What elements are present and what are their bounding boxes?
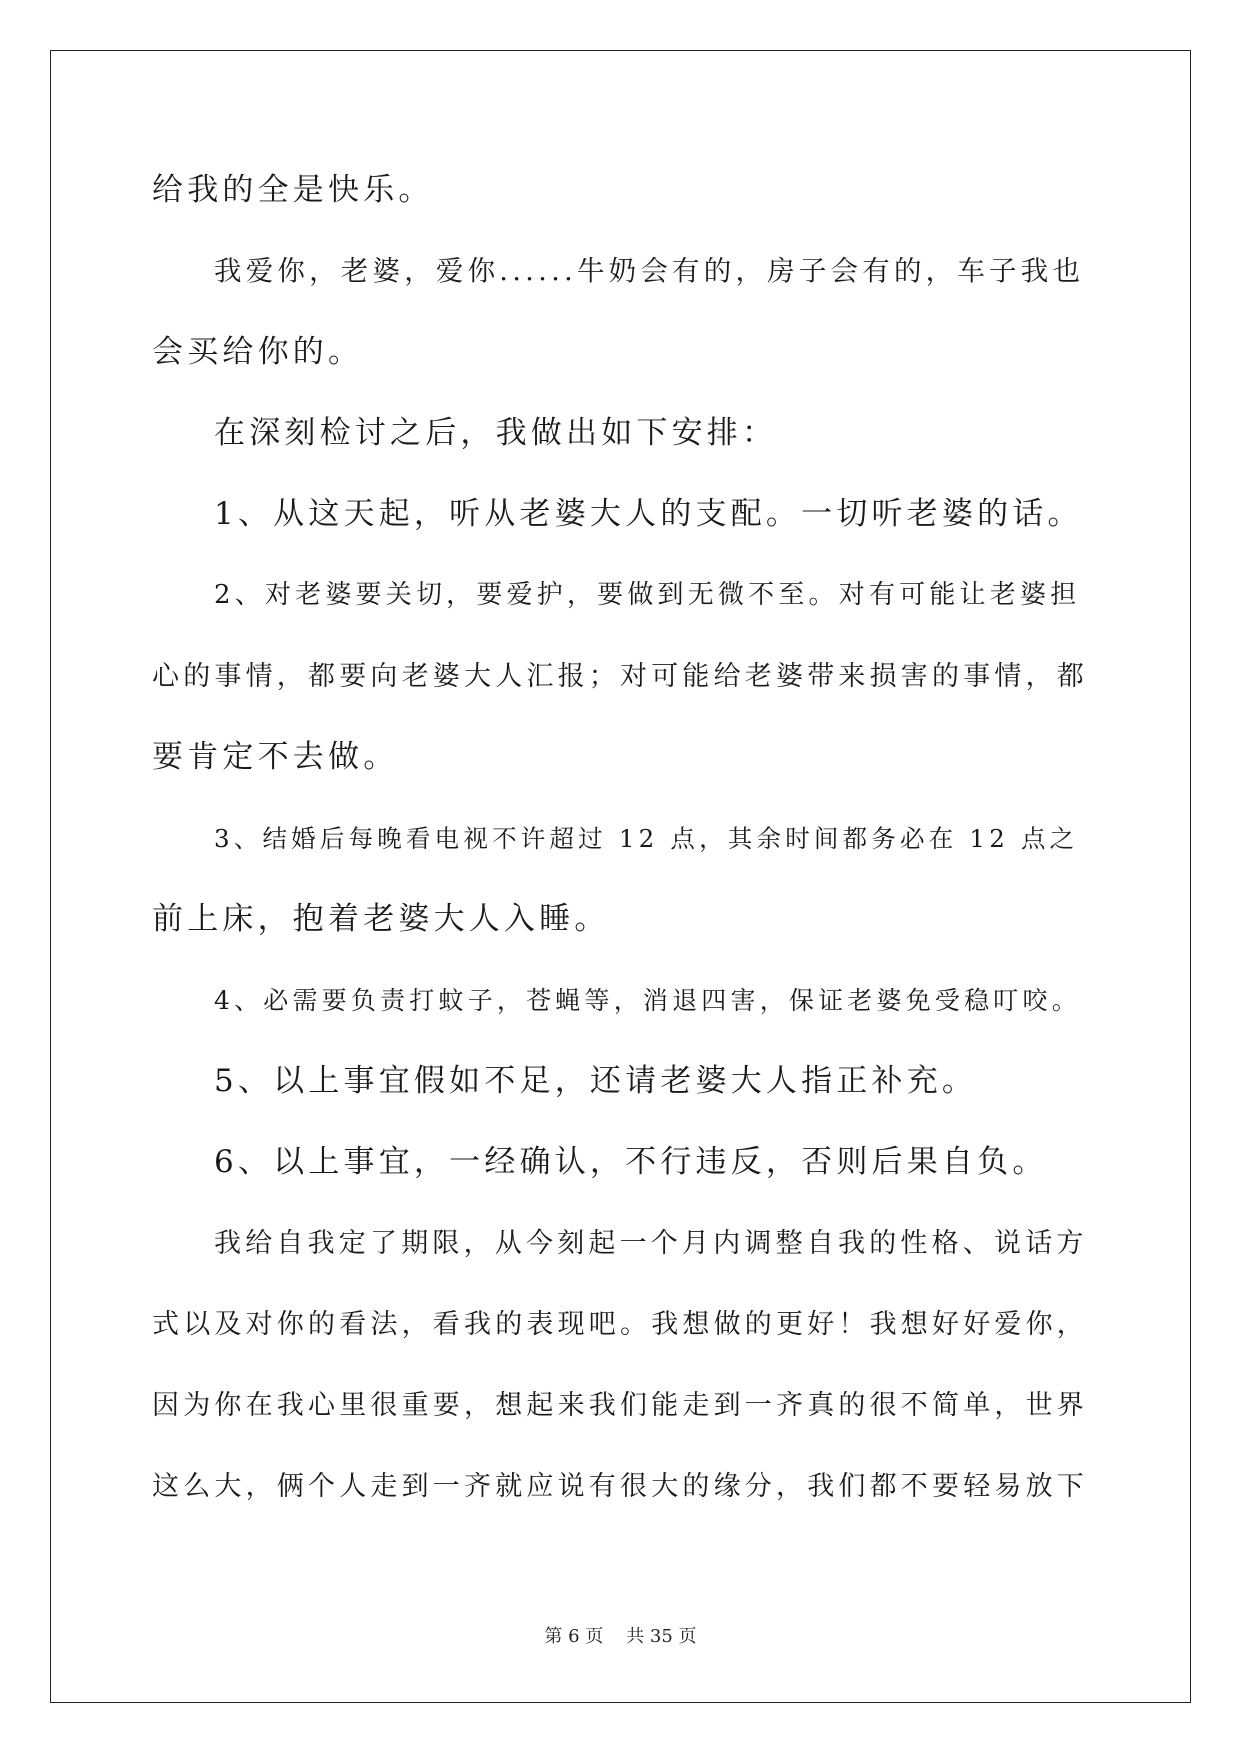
text-line: 3、结婚后每晚看电视不许超过 12 点，其余时间都务必在 12 点之: [214, 824, 1079, 853]
text-line: 我给自我定了期限，从今刻起一个月内调整自我的性格、说话方: [214, 1228, 1088, 1259]
text-line: 6、以上事宜，一经确认，不行违反，否则后果自负。: [214, 1144, 1048, 1180]
text-line: 5、以上事宜假如不足，还请老婆大人指正补充。: [214, 1063, 978, 1099]
text-line: 这么大，俩个人走到一齐就应说有很大的缘分，我们都不要轻易放下: [152, 1471, 1088, 1502]
text-line: 心的事情，都要向老婆大人汇报；对可能给老婆带来损害的事情，都: [152, 661, 1088, 692]
text-line: 给我的全是快乐。: [152, 172, 434, 208]
text-line: 式以及对你的看法，看我的表现吧。我想做的更好！我想好好爱你，: [152, 1309, 1088, 1340]
text-line: 因为你在我心里很重要，想起来我们能走到一齐真的很不简单，世界: [152, 1390, 1088, 1421]
document-body: [152, 150, 1090, 1527]
text-line: 1、从这天起，听从老婆大人的支配。一切听老婆的话。: [214, 496, 1083, 532]
text-line: 我爱你，老婆，爱你......牛奶会有的，房子会有的，车子我也: [214, 255, 1085, 287]
text-line: 2、对老婆要关切，要爱护，要做到无微不至。对有可能让老婆担: [214, 580, 1081, 610]
page-number-footer: 第 6 页 共 35 页: [544, 1626, 697, 1647]
text-line: 4、必需要负责打蚊子，苍蝇等，消退四害，保证老婆免受稳叮咬。: [214, 986, 1081, 1015]
text-line: 要肯定不去做。: [152, 739, 399, 775]
text-line: 前上床，抱着老婆大人入睡。: [152, 901, 610, 937]
text-line: 会买给你的。: [152, 334, 364, 370]
text-line: 在深刻检讨之后，我做出如下安排：: [214, 415, 778, 451]
